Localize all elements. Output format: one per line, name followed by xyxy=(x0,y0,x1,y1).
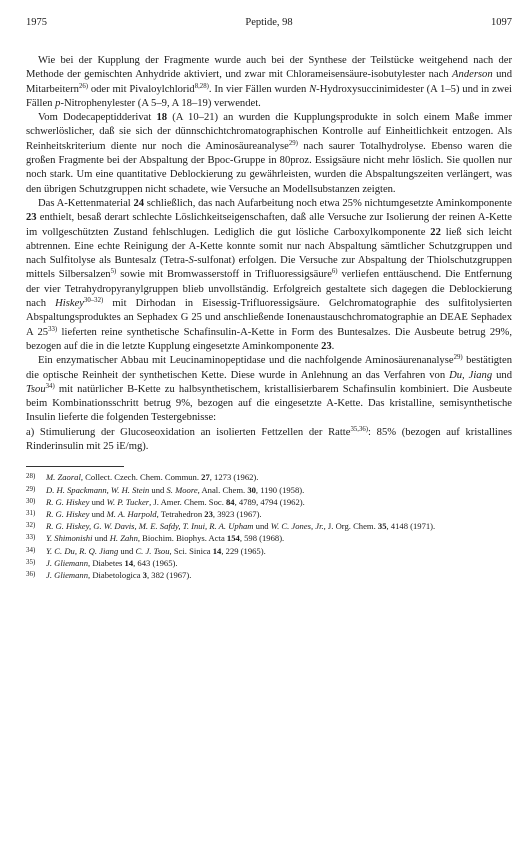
reference-marker: 34) xyxy=(45,382,55,390)
text-run: und xyxy=(253,521,271,532)
italic-text: J. Gliemann xyxy=(46,569,89,580)
italic-text: p xyxy=(55,97,61,109)
text-run: und Mitarbeitern xyxy=(26,69,512,95)
text-run: nach saurer Totalhydrolyse. Ebenso waren die großen Fragmente bei der Abspaltung der Bpoc-Gruppe in 80proz. Essigsäure nicht mehr löslich. Sie quollen nur noch stark. Um eine quantitative Deblockierung zu gewährleisten, wurden die Abspaltungszeiten verlängert, was den übrigen Schutzgruppen nicht schadete, wie Versuche an Modellsubstanzen zeigten. xyxy=(26,140,512,195)
footnote-item xyxy=(26,557,512,569)
text-run: , 1273 (1962). xyxy=(209,472,259,483)
text-run: , J. Amer. Chem. Soc. xyxy=(149,496,226,507)
compound-number: 154 xyxy=(226,533,240,544)
italic-text: C. J. Tsou xyxy=(135,545,170,556)
italic-text: Y. Shimonishi xyxy=(46,533,93,544)
footnote-item xyxy=(26,569,512,581)
text-run: und xyxy=(492,369,512,381)
italic-text: H. Zahn xyxy=(109,533,138,544)
compound-number: 22 xyxy=(430,226,441,238)
compound-number: 35 xyxy=(377,521,387,532)
text-run: a) Stimulierung der Glucoseoxidation an isolierten Fettzellen der Ratte xyxy=(26,426,351,438)
italic-text: S xyxy=(188,255,194,267)
text-run: : 85% (bezogen auf kristallines Rinderinsulin mit 25 iE/mg). xyxy=(26,426,512,453)
italic-text: D. H. Spackmann, W. H. Stein xyxy=(46,484,150,495)
text-run: , 4789, 4794 (1962). xyxy=(234,496,305,507)
text-run: , Collect. Czech. Chem. Commun. xyxy=(80,472,202,483)
reference-marker: 8,28) xyxy=(194,82,209,90)
text-run: -Nitrophenylester (A 5–9, A 18–19) verwendet. xyxy=(60,97,261,109)
footnote-number: 35) xyxy=(26,557,36,566)
text-run: sowie mit Bromwasserstoff in Trifluoressigsäure xyxy=(116,269,332,281)
reference-marker: 33) xyxy=(48,325,58,333)
reference-marker: 35,36) xyxy=(350,425,369,433)
text-run: und xyxy=(149,484,167,495)
text-run: . xyxy=(331,340,335,352)
footnote-number: 36) xyxy=(26,569,36,578)
footnote-number: 30) xyxy=(26,496,36,505)
compound-number: 23 xyxy=(204,508,213,519)
italic-text: Y. C. Du, R. Q. Jiang xyxy=(46,545,119,556)
text-run: , Diabetologica xyxy=(88,569,143,580)
text-run: enthielt, besaß derart schlechte Löslichkeitseigenschaften, daß alle Versuche zur Isolierung der reinen A-Kette im vollgeschützten Zustand fehlschlugen. Lediglich die gut lösliche Carboxylkomponente xyxy=(26,212,512,238)
text-run: , 1190 (1958). xyxy=(255,484,305,495)
reference-marker: 29) xyxy=(288,139,298,147)
compound-number: 18 xyxy=(156,112,168,124)
text-run: , 643 (1965). xyxy=(133,557,178,568)
italic-text: J. Gliemann xyxy=(46,557,89,568)
text-run: , 4148 (1971). xyxy=(386,521,436,532)
italic-text: W. P. Tucker xyxy=(106,496,150,507)
body-text xyxy=(26,54,512,454)
footnote-number: 28) xyxy=(26,472,36,481)
text-run: mit natürlicher B-Kette zu halbsynthetischem, kristallisierbarem Schafinsulin kombiniert. Die Ausbeute beim Kombinationsschritt betrug 9%, bezogen auf die eingesetzte A-Kette. Das kristalline, semisynthetische Insulin lieferte die folgenden Testergebnisse: xyxy=(26,383,512,424)
text-run: lieferten reine synthetische Schafinsulin-A-Kette in Form des Buntesalzes. Die Ausbeute betrug 29%, bezogen auf die in die letzte Kupplung eingesetzte Aminkomponente xyxy=(26,326,512,352)
italic-text: R. G. Hiskey xyxy=(46,508,90,519)
italic-text: Du, Jiang xyxy=(449,369,493,381)
text-run: -sulfonat) erfolgen. Die Versuche zur Abspaltung der Thiolschutzgruppen mittels Silbersalzen xyxy=(26,255,512,281)
header-title: Peptide, 98 xyxy=(245,17,293,28)
compound-number: 14 xyxy=(212,545,222,556)
text-run: , Sci. Sinica xyxy=(169,545,213,556)
footnotes xyxy=(26,471,512,581)
text-run: schließlich, das nach Aufarbeitung noch etwa 25% nichtumgesetzte Aminkomponente xyxy=(144,197,512,209)
text-run: , J. Org. Chem. xyxy=(323,521,378,532)
paragraph xyxy=(26,426,512,455)
compound-number: 3 xyxy=(142,569,147,580)
text-run: (A 10–21) an wurden die Kupplungsprodukte in solch einem Maße immer schwerlöslicher, daß sie sich der dünnschichtchromatographischen Kontrolle auf Einheitlichkeit entzogen. Als Reinheitskriterium diente nur noch die Aminosäureanalyse xyxy=(26,112,512,152)
reference-marker: 5) xyxy=(110,268,117,276)
italic-text: R. G. Hiskey, G. W. Davis, M. E. Safdy, T. Inui, R. A. Upham xyxy=(46,521,254,532)
text-run: Vom Dodecapeptidderivat xyxy=(38,112,157,124)
text-run: , Tetrahedron xyxy=(156,508,205,519)
italic-text: M. A. Harpold xyxy=(106,508,157,519)
paragraph xyxy=(26,111,512,197)
paragraph xyxy=(26,197,512,354)
text-run: verliefen enttäuschend. Die Entfernung der vier Tetrahydropyranylgruppen blieb unvollständig. Erfolgreich gestaltete sich dagegen die Deblockierung nach xyxy=(26,269,513,310)
text-run: und xyxy=(89,496,107,507)
italic-text: W. C. Jones, Jr. xyxy=(270,521,324,532)
footnote-item xyxy=(26,520,512,532)
footnote-item xyxy=(26,508,512,520)
text-run: , Biochim. Biophys. Acta xyxy=(137,533,227,544)
footnote-number: 32) xyxy=(26,521,36,530)
compound-number: 23 xyxy=(26,212,37,224)
reference-marker: 6) xyxy=(331,268,338,276)
header-year: 1975 xyxy=(26,17,47,28)
text-run: -Hydroxysuccinimidester (A 1–5) und in zwei Fällen xyxy=(26,83,513,109)
footnote-item xyxy=(26,471,512,483)
italic-text: M. Zaoral xyxy=(46,472,81,483)
reference-marker: 26) xyxy=(78,82,89,90)
compound-number: 27 xyxy=(201,472,210,483)
footnote-item xyxy=(26,496,512,508)
compound-number: 23 xyxy=(321,340,332,352)
compound-number: 24 xyxy=(133,197,145,209)
footnote-item xyxy=(26,484,512,496)
footnote-number: 34) xyxy=(26,545,36,554)
text-run: mit Dirhodan in Eisessig-Trifluoressigsäure. Gelchromatographie des sulfitolysierten Abspaltungsproduktes an Sephadex G 25 und anschließende Ionenaustauschchromatographie an DEAE Sephadex A 25 xyxy=(26,298,512,338)
paragraph xyxy=(26,54,512,111)
compound-number: 14 xyxy=(124,557,134,568)
text-run: Ein enzymatischer Abbau mit Leucinaminopeptidase und die nachfolgende Aminosäurenanalyse xyxy=(38,355,454,367)
header-page-number: 1097 xyxy=(491,17,512,28)
compound-number: 84 xyxy=(226,496,235,507)
text-run: und xyxy=(89,508,107,519)
text-run: , Diabetes xyxy=(88,557,125,568)
italic-text: S. Moore xyxy=(166,484,198,495)
text-run: bestätigten die optische Reinheit der synthetischen Kette. Diese wurde in Anlehnung an das Verfahren von xyxy=(26,355,512,381)
text-run: , 382 (1967). xyxy=(146,569,192,580)
document-page xyxy=(26,16,512,581)
italic-text: R. G. Hiskey xyxy=(46,496,90,507)
italic-text: Hiskey xyxy=(55,298,84,310)
paragraph xyxy=(26,354,512,425)
running-header xyxy=(26,16,512,30)
text-run: , 229 (1965). xyxy=(221,545,266,556)
text-run: . In vier Fällen wurden xyxy=(208,83,310,95)
compound-number: 30 xyxy=(247,484,256,495)
text-run: , 598 (1968). xyxy=(239,533,285,544)
reference-marker: 30–32) xyxy=(83,297,104,305)
reference-marker: 29) xyxy=(453,354,463,362)
text-run: , Anal. Chem. xyxy=(197,484,248,495)
footnote-number: 33) xyxy=(26,533,36,542)
text-run: Das A-Kettenmaterial xyxy=(38,197,134,209)
text-run: und xyxy=(118,545,136,556)
text-run: oder mit Pivaloylchlorid xyxy=(88,83,195,95)
italic-text: Tsou xyxy=(26,383,46,395)
text-run: , 3923 (1967). xyxy=(212,508,262,519)
footnote-number: 31) xyxy=(26,508,36,517)
footnote-item xyxy=(26,545,512,557)
text-run: und xyxy=(92,533,110,544)
text-run: ließ sich leicht abtrennen. Eine echte Reinigung der A-Kette konnte somit nur nach Abspaltung sämtlicher Schutzgruppen und nach Sulfitolyse als Buntesalz (Tetra- xyxy=(26,226,512,267)
italic-text: Anderson xyxy=(452,69,493,81)
footnote-item xyxy=(26,532,512,544)
italic-text: N xyxy=(309,83,317,95)
text-run: Wie bei der Kupplung der Fragmente wurde auch bei der Synthese der Teilstücke weitgehend nach der Methode der gemischten Anhydride aktiviert, und zwar mit Chlorameisensäure-isobutylester nach xyxy=(26,55,512,81)
footnote-rule xyxy=(26,466,124,467)
footnote-number: 29) xyxy=(26,484,36,493)
